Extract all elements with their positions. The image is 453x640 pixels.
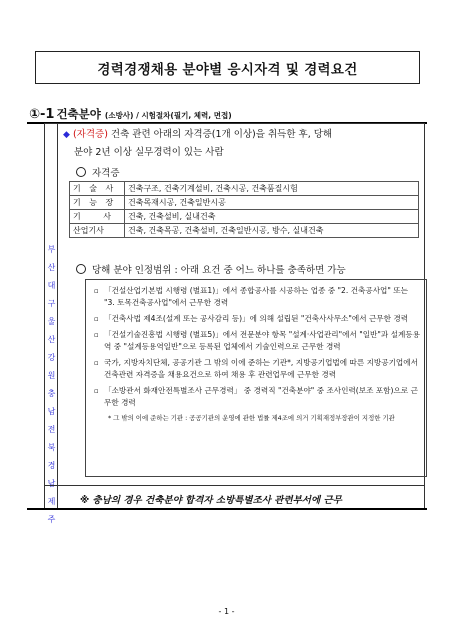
scope-footnote: * 그 밖의 이에 준하는 기관 : 공공기관의 운영에 관한 법률 제4조에 의거 기획재정부장관이 지정한 기관 [108, 414, 395, 422]
table-row [70, 182, 419, 196]
grade-cell: 기 능 장 [70, 196, 125, 210]
square-bullet-icon: ▫ [94, 287, 99, 295]
region-item: 전북 [47, 425, 56, 452]
scope-box [85, 279, 427, 477]
list-item [94, 385, 420, 409]
cert-items-cell: 건축목재시공, 건축일반시공 [125, 196, 419, 210]
page-number: - 1 - [218, 607, 235, 616]
square-bullet-icon: ▫ [94, 359, 99, 367]
certificate-heading-label: 자격증 [92, 168, 120, 179]
scope-item-text: 「건설산업기본법 시행령 (별표1)」에서 종합공사를 시공하는 업종 중 "2. 건축공사업" 또는 "3. 토목건축공사업"에서 근무한 경력 [104, 286, 408, 307]
scope-item-text: 「건설기술진흥법 시행령 (별표5)」에서 전문분야 항목 "설계·사업관리"에서 "일반"과 설계등용역 중 "설계등용역일반"으로 등록된 업체에서 기술인력으로 근무한 경력 [104, 330, 420, 351]
scope-item-text: 「소방관서 화재안전특별조사 근무경력」 중 경력직 "건축분야" 중 조사인력(보조 포함)으로 근무한 경력 [104, 386, 418, 407]
requirement-line-2: 분야 2년 이상 실무경력이 있는 사람 [74, 147, 224, 158]
circle-bullet-icon [76, 167, 86, 177]
requirement-line-1 [63, 126, 332, 144]
region-item: 울산 [47, 317, 56, 344]
certificate-table [69, 181, 419, 238]
cert-items-cell: 건축, 건축설비, 실내건축 [125, 210, 419, 224]
requirement-highlight: (자격증) [72, 129, 108, 140]
section-detail: (소방사) / 시험절차(필기, 체력, 면접) [104, 111, 232, 120]
section-heading [29, 106, 232, 122]
circle-bullet-icon [76, 264, 86, 274]
cert-items-cell: 건축, 건축목공, 건축설비, 건축일반시공, 방수, 실내건축 [125, 224, 419, 238]
scope-heading [76, 262, 346, 276]
region-item: 충남 [47, 389, 56, 416]
scope-heading-label: 당해 분야 인정범위 : 아래 요건 중 어느 하나를 충족하면 가능 [92, 265, 346, 276]
scope-item-text: 「건축사법 제4조(설계 또는 공사감리 등)」에 의해 설립된 "건축사사무소"에서 근무한 경력 [104, 314, 409, 323]
list-item [94, 357, 420, 381]
cert-items-cell: 건축구조, 건축기계설비, 건축시공, 건축품질시험 [125, 182, 419, 196]
table-row [70, 224, 419, 238]
scope-item-text: 국가, 지방자치단체, 공공기관 그 밖의 이에 준하는 기관*, 지방공기업법에 따른 지방공기업에서 건축관련 자격증을 채용요건으로 하여 채용 후 관련업무에 근무한 경력 [104, 358, 418, 379]
list-item [94, 285, 420, 309]
section-number: ①-1 [29, 107, 55, 122]
region-item: 경남 [47, 461, 56, 488]
requirement-text: 건축 관련 아래의 자격증(1개 이상)을 취득한 후, 당해 [107, 129, 333, 140]
region-item: 제주 [47, 497, 56, 524]
list-item [94, 313, 420, 325]
region-column [45, 124, 58, 524]
requirements-table [44, 123, 425, 524]
square-bullet-icon: ▫ [94, 387, 99, 395]
region-item: 부산 [47, 245, 56, 272]
grade-cell: 산업기사 [70, 224, 125, 238]
square-bullet-icon: ▫ [94, 315, 99, 323]
page-title: 경력경쟁채용 분야별 응시자격 및 경력요건 [35, 51, 420, 84]
table-row [70, 210, 419, 224]
diamond-bullet-icon: ◆ [63, 130, 70, 140]
square-bullet-icon: ▫ [94, 331, 99, 339]
certificate-heading [76, 165, 120, 179]
grade-cell: 기 술 사 [70, 182, 125, 196]
region-item: 대구 [47, 281, 56, 308]
section-field: 건축분야 [56, 107, 101, 121]
footer-note: ※ 충남의 경우 건축분야 합격자 소방특별조사 관련부서에 근무 [44, 485, 425, 509]
table-row [70, 196, 419, 210]
list-item [94, 329, 420, 353]
grade-cell: 기 사 [70, 210, 125, 224]
bottom-divider [27, 508, 427, 510]
region-item: 강원 [47, 353, 56, 380]
